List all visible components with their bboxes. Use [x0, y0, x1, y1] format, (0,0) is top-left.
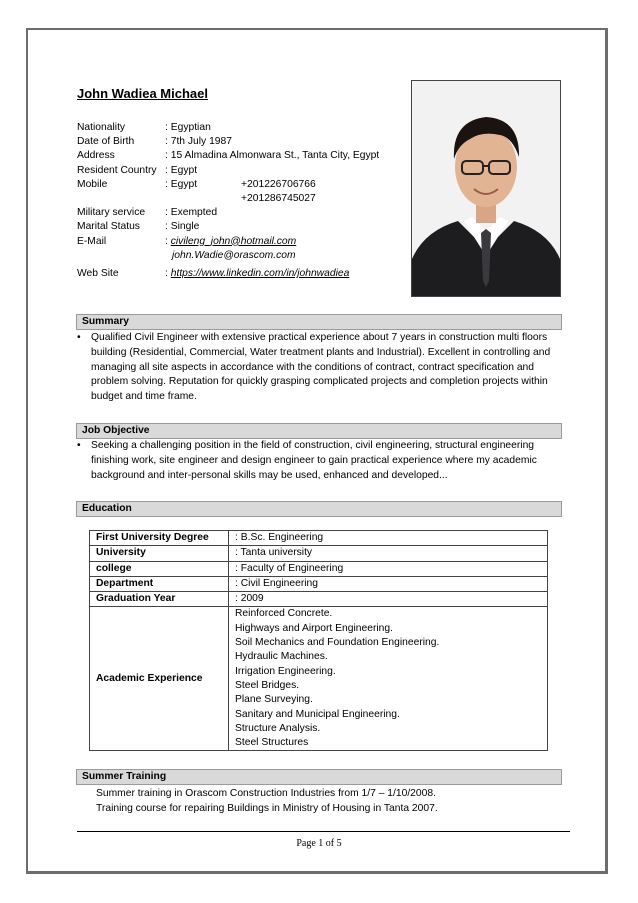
edu-label: Graduation Year: [90, 592, 229, 607]
edu-value: : Tanta university: [229, 546, 548, 561]
nationality-label: Nationality: [77, 122, 126, 133]
marital-value: : Single: [165, 221, 200, 233]
edu-label: First University Degree: [90, 531, 229, 546]
nationality-value: : Egyptian: [165, 122, 211, 133]
resident-label: Resident Country: [77, 164, 157, 176]
email-value-2: john.Wadie@orascom.com: [172, 249, 296, 261]
edu-value: : Civil Engineering: [229, 576, 548, 591]
course-item: Plane Surveying.: [235, 694, 313, 706]
course-item: Irrigation Engineering.: [235, 665, 336, 677]
edu-value: : 2009: [229, 592, 548, 607]
course-item: Reinforced Concrete.: [235, 608, 333, 620]
website-label: Web Site: [77, 267, 119, 279]
edu-label: college: [90, 561, 229, 576]
education-table: [89, 530, 548, 751]
website-value: [165, 267, 349, 281]
edu-value: : B.Sc. Engineering: [229, 531, 548, 546]
training-item: Summer training in Orascom Construction Industries from 1/7 – 1/10/2008.: [96, 788, 436, 799]
training-heading: Summer Training: [76, 769, 562, 785]
course-item: Sanitary and Municipal Engineering.: [235, 708, 400, 720]
dob-label: Date of Birth: [77, 136, 135, 148]
objective-text: Seeking a challenging position in the field of construction, civil engineering, structural engineering finishing work, site engineer and design engineer to gain practical experience where my academic background and inter-personal skills may be used, enhanced and developed...: [91, 440, 537, 481]
course-item: Hydraulic Machines.: [235, 651, 328, 663]
mobile-value: : Egypt: [165, 178, 198, 190]
website-link[interactable]: https://www.linkedin.com/in/johnwadiea: [170, 267, 350, 279]
table-row: [90, 607, 548, 751]
edu-label: Department: [90, 576, 229, 591]
address-value: : 15 Almadina Almonwara St., Tanta City, Egypt: [165, 150, 380, 162]
objective-heading: Job Objective: [76, 423, 562, 439]
email-prefix: :: [165, 235, 171, 247]
table-row: [90, 546, 548, 561]
academic-label: Academic Experience: [90, 607, 229, 751]
training-item: Training course for repairing Buildings in Ministry of Housing in Tanta 2007.: [96, 803, 438, 814]
course-item: Steel Structures: [235, 737, 309, 749]
summary-text: Qualified Civil Engineer with extensive practical experience about 7 years in construction multi floors building (Residential, Commercial, Water treatment plants and Industrial). Excellent in controlling and managing all site aspects in accordance with the conditions of contract, contract specification and problem solving. Reputation for quickly grasping complicated projects and completion projects within budget and time frame.: [91, 332, 551, 403]
mobile-label: Mobile: [77, 178, 108, 190]
academic-courses: [229, 607, 548, 751]
education-heading: Education: [76, 501, 562, 517]
course-item: Highways and Airport Engineering.: [235, 622, 393, 634]
table-row: [90, 561, 548, 576]
summary-item: [77, 331, 564, 405]
address-label: Address: [77, 150, 115, 162]
course-item: Structure Analysis.: [235, 722, 321, 734]
training-list: [96, 786, 438, 816]
table-row: [90, 592, 548, 607]
edu-value: : Faculty of Engineering: [229, 561, 548, 576]
mobile-number-2: +201286745027: [241, 192, 316, 204]
email-link-1[interactable]: civileng_john@hotmail.com: [170, 235, 297, 247]
footer-divider: [77, 831, 570, 832]
website-prefix: :: [165, 267, 171, 279]
dob-value: : 7th July 1987: [165, 136, 232, 148]
summary-heading: Summary: [76, 314, 562, 330]
course-item: Soil Mechanics and Foundation Engineering.: [235, 637, 440, 649]
profile-photo: [411, 80, 561, 297]
candidate-name: John Wadiea Michael: [77, 86, 208, 101]
bullet-icon: •: [77, 332, 81, 343]
table-row: [90, 576, 548, 591]
table-row: [90, 531, 548, 546]
bullet-icon: •: [77, 440, 81, 451]
military-label: Military service: [77, 207, 146, 219]
page-number: Page 1 of 5: [296, 838, 342, 849]
course-item: Steel Bridges.: [235, 679, 300, 691]
resident-value: : Egypt: [165, 164, 198, 176]
edu-label: University: [90, 546, 229, 561]
portrait-image: [412, 81, 560, 296]
marital-label: Marital Status: [77, 221, 140, 233]
objective-item: [77, 439, 564, 483]
mobile-number-1: +201226706766: [241, 178, 316, 190]
military-value: : Exempted: [165, 207, 218, 219]
email-label: E-Mail: [77, 235, 107, 247]
email-value: [165, 235, 296, 249]
